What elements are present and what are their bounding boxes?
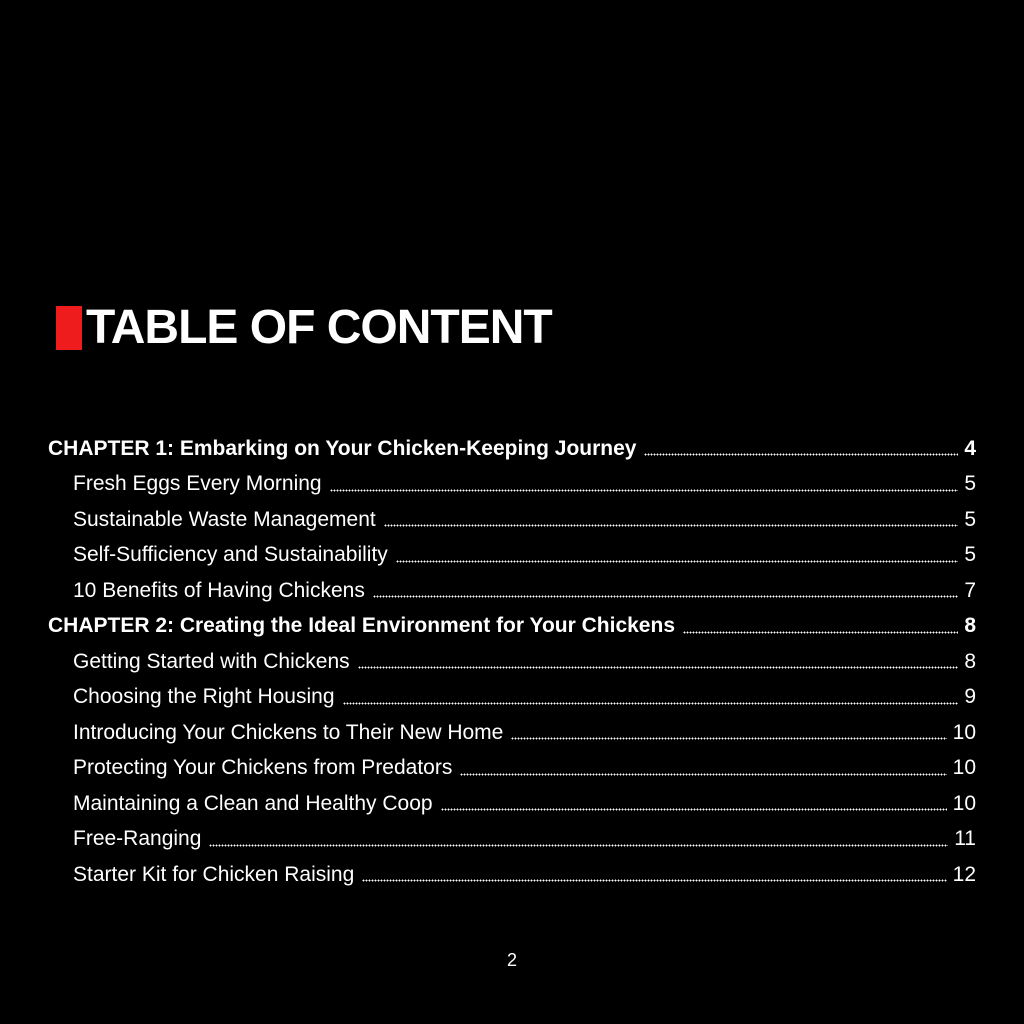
accent-bar [56,306,82,350]
toc-entry-page: 5 [964,472,976,496]
toc-entry-page: 11 [954,827,976,851]
toc-entry-label: Starter Kit for Chicken Raising [73,862,355,886]
toc-entry-page: 5 [964,507,976,531]
toc-entry-page: 7 [964,578,976,602]
toc-heading [56,300,552,356]
toc-entry-page: 10 [952,720,976,744]
dot-leader [330,489,958,492]
toc-entry-page: 10 [952,756,976,780]
dot-leader [362,879,946,882]
toc-entry-label: CHAPTER 2: Creating the Ideal Environment for Your Chickens [48,614,675,638]
dot-leader [683,631,958,634]
toc-entry-section[interactable] [48,715,976,751]
toc-entry-chapter[interactable] [48,431,976,467]
dot-leader [209,844,948,847]
dot-leader [343,702,959,705]
toc-entry-label: Sustainable Waste Management [73,507,376,531]
toc-entry-section[interactable] [48,573,976,609]
dot-leader [460,773,946,776]
toc-entry-section[interactable] [48,680,976,716]
toc-entry-section[interactable] [48,822,976,858]
toc-entry-section[interactable] [48,502,976,538]
toc-entry-label: Free-Ranging [73,827,202,851]
toc-entry-label: Self-Sufficiency and Sustainability [73,543,388,567]
toc-entry-section[interactable] [48,786,976,822]
toc-entry-section[interactable] [48,857,976,893]
dot-leader [396,560,958,563]
dot-leader [358,666,958,669]
toc-entry-page: 10 [952,791,976,815]
toc-entry-section[interactable] [48,538,976,574]
dot-leader [644,453,958,456]
toc-entry-page: 5 [964,543,976,567]
dot-leader [511,737,946,740]
toc-entry-page: 8 [964,649,976,673]
toc-entry-label: CHAPTER 1: Embarking on Your Chicken-Keeping Journey [48,436,637,460]
toc-entry-page: 8 [964,614,976,638]
toc-entry-label: Fresh Eggs Every Morning [73,472,322,496]
toc-entry-page: 9 [964,685,976,709]
table-of-contents [48,431,976,893]
toc-entry-chapter[interactable] [48,609,976,645]
dot-leader [441,808,947,811]
toc-entry-label: 10 Benefits of Having Chickens [73,578,365,602]
page-title: TABLE OF CONTENT [86,301,552,354]
toc-entry-section[interactable] [48,467,976,503]
page-number: 2 [506,950,517,970]
toc-entry-label: Protecting Your Chickens from Predators [73,756,453,780]
toc-entry-page: 4 [964,436,976,460]
toc-entry-label: Choosing the Right Housing [73,685,335,709]
dot-leader [373,595,958,598]
toc-entry-label: Maintaining a Clean and Healthy Coop [73,791,433,815]
toc-entry-label: Getting Started with Chickens [73,649,350,673]
toc-entry-page: 12 [952,862,976,886]
dot-leader [384,524,958,527]
toc-entry-section[interactable] [48,751,976,787]
toc-entry-section[interactable] [48,644,976,680]
toc-entry-label: Introducing Your Chickens to Their New Home [73,720,504,744]
